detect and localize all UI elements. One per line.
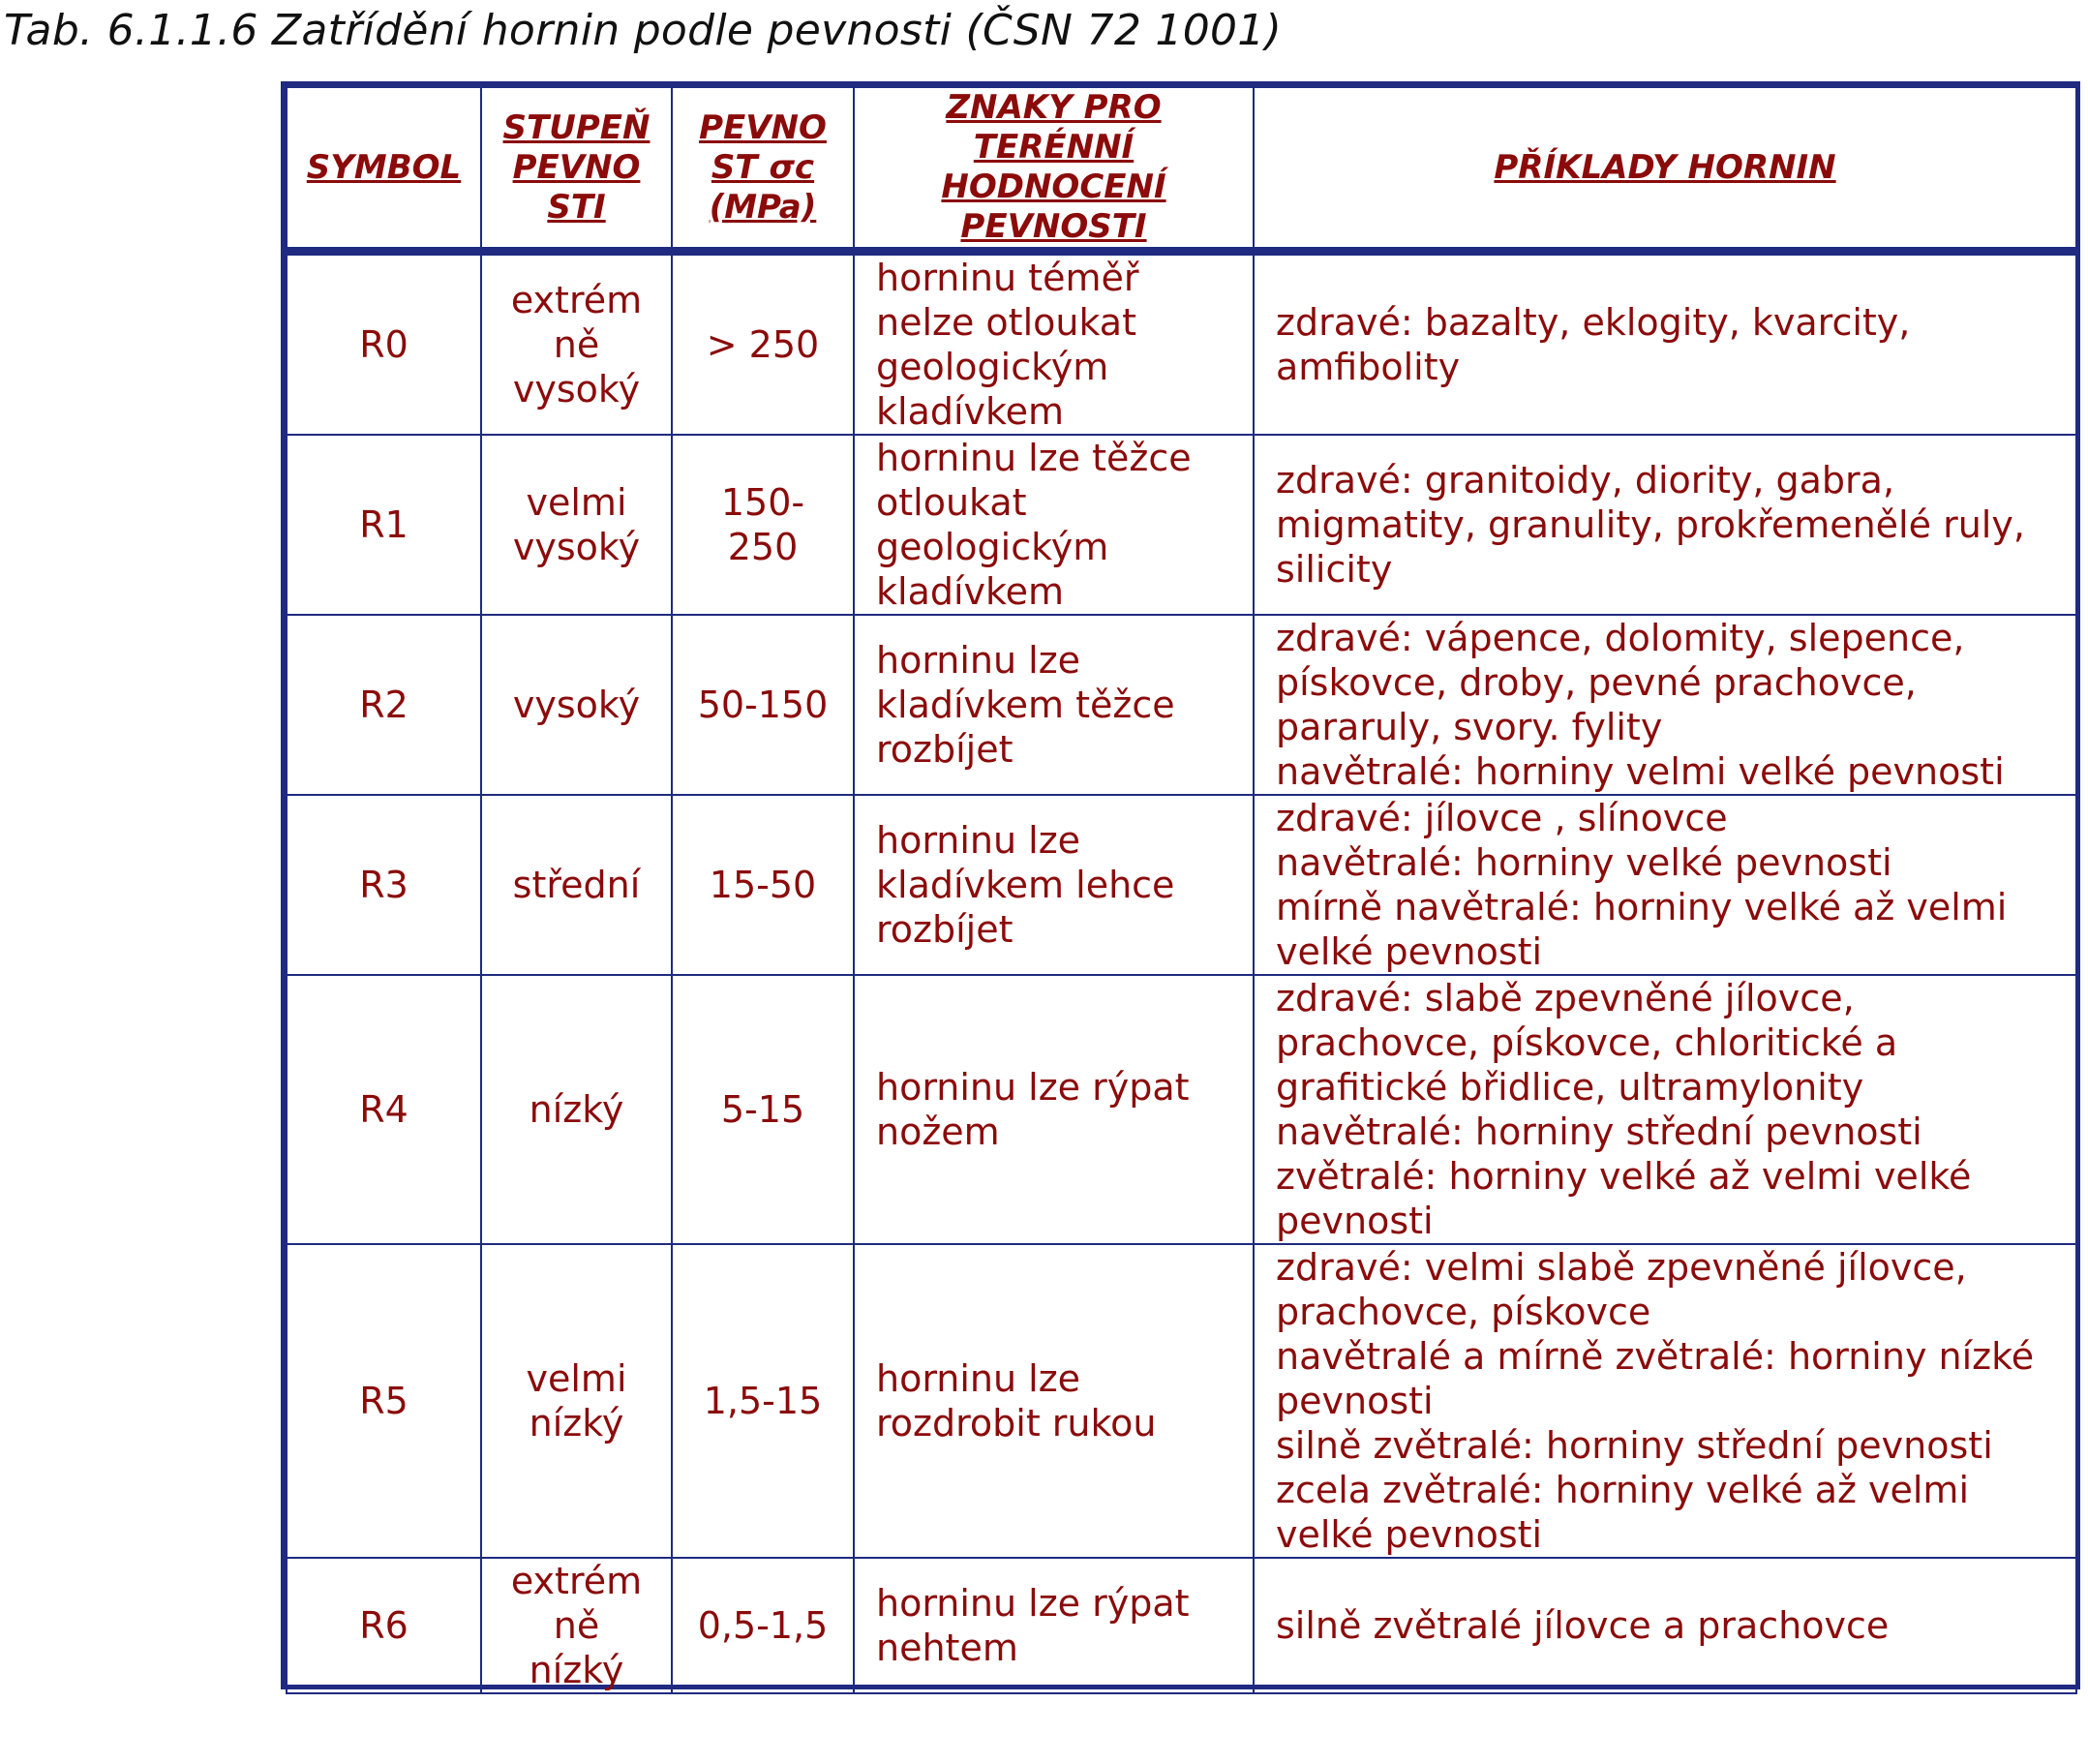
cell-field-assessment: horninu lze kladívkem těžce rozbíjet [854, 615, 1254, 795]
cell-degree: vysoký [481, 615, 672, 795]
cell-degree: velmi vysoký [481, 435, 672, 615]
cell-degree: velmi nízký [481, 1244, 672, 1558]
cell-field-assessment: horninu lze rýpat nožem [854, 975, 1254, 1244]
cell-strength: > 250 [672, 252, 854, 436]
header-degree: STUPEŇ PEVNO STI [481, 87, 672, 252]
cell-examples: zdravé: jílovce , slínovce navětralé: horniny velké pevnosti mírně navětralé: horniny velké až velmi velké pevnosti [1254, 795, 2076, 975]
table-caption: Tab. 6.1.1.6 Zatřídění hornin podle pevnosti (ČSN 72 1001) [4, 6, 1283, 55]
header-field: ZNAKY PRO TERÉNNÍ HODNOCENÍ PEVNOSTI [854, 87, 1254, 252]
cell-field-assessment: horninu lze kladívkem lehce rozbíjet [854, 795, 1254, 975]
cell-strength: 0,5-1,5 [672, 1558, 854, 1693]
cell-strength: 50-150 [672, 615, 854, 795]
cell-symbol: R5 [287, 1244, 481, 1558]
table-row [287, 435, 2076, 615]
table-row [287, 1558, 2076, 1693]
cell-examples: zdravé: granitoidy, diority, gabra, migmatity, granulity, prokřemenělé ruly, silicity [1254, 435, 2076, 615]
cell-symbol: R1 [287, 435, 481, 615]
cell-degree: extrém ně nízký [481, 1558, 672, 1693]
cell-examples: zdravé: bazalty, eklogity, kvarcity, amfibolity [1254, 252, 2076, 436]
cell-examples: silně zvětralé jílovce a prachovce [1254, 1558, 2076, 1693]
cell-degree: střední [481, 795, 672, 975]
rock-strength-table [286, 86, 2077, 1694]
cell-symbol: R4 [287, 975, 481, 1244]
cell-examples: zdravé: slabě zpevněné jílovce, prachovce, pískovce, chloritické a grafitické břidlice, ultramylonity navětralé: horniny střední pevnosti zvětralé: horniny velké až velmi velké pevnosti [1254, 975, 2076, 1244]
table-row [287, 615, 2076, 795]
cell-strength: 150- 250 [672, 435, 854, 615]
table-frame [281, 81, 2080, 1689]
cell-field-assessment: horninu lze těžce otloukat geologickým kladívkem [854, 435, 1254, 615]
cell-field-assessment: horninu téměř nelze otloukat geologickým kladívkem [854, 252, 1254, 436]
header-row [287, 87, 2076, 252]
cell-examples: zdravé: vápence, dolomity, slepence, pískovce, droby, pevné prachovce, pararuly, svory. fylity navětralé: horniny velmi velké pevnosti [1254, 615, 2076, 795]
cell-strength: 15-50 [672, 795, 854, 975]
header-examples: PŘÍKLADY HORNIN [1254, 87, 2076, 252]
table-row [287, 795, 2076, 975]
cell-field-assessment: horninu lze rýpat nehtem [854, 1558, 1254, 1693]
cell-examples: zdravé: velmi slabě zpevněné jílovce, prachovce, pískovce navětralé a mírně zvětralé: horniny nízké pevnosti silně zvětralé: horniny střední pevnosti zcela zvětralé: horniny velké až velmi velké pevnosti [1254, 1244, 2076, 1558]
cell-strength: 5-15 [672, 975, 854, 1244]
cell-field-assessment: horninu lze rozdrobit rukou [854, 1244, 1254, 1558]
cell-degree: extrém ně vysoký [481, 252, 672, 436]
table-row [287, 975, 2076, 1244]
header-symbol: SYMBOL [287, 87, 481, 252]
cell-degree: nízký [481, 975, 672, 1244]
header-strength: PEVNO ST σc (MPa) [672, 87, 854, 252]
cell-symbol: R0 [287, 252, 481, 436]
cell-symbol: R6 [287, 1558, 481, 1693]
cell-symbol: R2 [287, 615, 481, 795]
cell-strength: 1,5-15 [672, 1244, 854, 1558]
table-row [287, 1244, 2076, 1558]
cell-symbol: R3 [287, 795, 481, 975]
table-row [287, 252, 2076, 436]
